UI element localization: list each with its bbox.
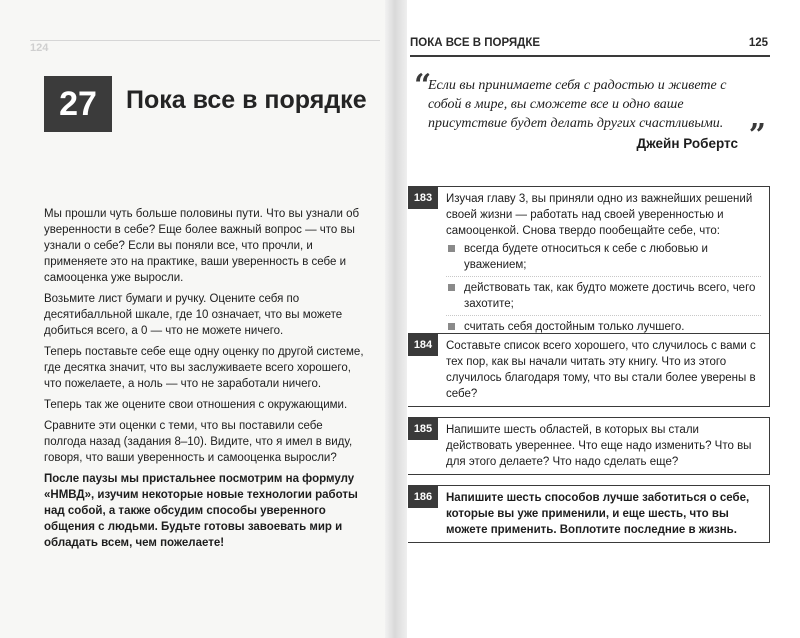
list-item: [446, 241, 761, 277]
left-header-rule: [30, 40, 380, 42]
quote-author: Джейн Робертс: [636, 136, 738, 151]
square-bullet-icon: [448, 245, 455, 252]
task-text: Напишите шесть областей, в которых вы стали действовать увереннее. Что еще надо изменить? Что вы для этого делаете? Что надо сделать еще?: [446, 424, 752, 468]
chapter-number-box: [44, 76, 112, 132]
chapter-title: Пока все в порядке: [126, 86, 367, 114]
task-body: [446, 418, 769, 474]
task-number: 183: [408, 187, 438, 209]
task-box-186: [408, 485, 770, 543]
list-item: [446, 280, 761, 316]
quote-text: Если вы принимаете себя с радостью и живете с собой в мире, вы сможете все и одно ваше присутствие будет делать других счастливыми.: [428, 78, 727, 131]
square-bullet-icon: [448, 323, 455, 330]
task-body: [446, 334, 769, 406]
paragraph-6: После паузы мы пристальнее посмотрим на формулу «НМВД», изучим некоторые новые технологии работы над собой, а также обсудим способы уверенного общения с людьми. Будьте готовы завоевать мир и обладать всем, чем пожелаете!: [44, 473, 358, 549]
paragraph-2: Возьмите лист бумаги и ручку. Оцените себя по десятибалльной шкале, где 10 означает, что вы можете добиться всего, а 0 — что не можете ничего.: [44, 293, 343, 337]
square-bullet-icon: [448, 284, 455, 291]
open-quote-icon: “: [414, 68, 432, 103]
paragraph-1: Мы прошли чуть больше половины пути. Что вы узнали об уверенности в себе? Еще более важный вопрос — что вы узнали о себе? Если вы поняли все, что прочли, и применяете это на практике, ваши уверенность в себе и самооценка уже выросли.: [44, 208, 360, 284]
task-text: Напишите шесть способов лучше заботиться о себе, которые вы уже применили, и еще шесть, что вы можете применить. Воплотите последние в жизнь.: [446, 492, 750, 536]
task-number: 186: [408, 486, 438, 508]
task-body: [446, 486, 769, 542]
running-head-title: ПОКА ВСЕ В ПОРЯДКЕ: [410, 37, 541, 49]
task-body: [446, 187, 769, 342]
task-box-185: [408, 417, 770, 475]
list-item-text: считать себя достойным только лучшего.: [464, 321, 685, 333]
task-bullet-list: [446, 241, 761, 338]
task-box-183: [408, 186, 770, 343]
task-number: 184: [408, 334, 438, 356]
left-page-number: 124: [30, 42, 49, 54]
book-gutter: [385, 0, 407, 638]
chapter-body: [44, 206, 364, 556]
right-page-number: 125: [748, 37, 768, 49]
chapter-number: 27: [59, 84, 97, 123]
left-page: [0, 0, 395, 638]
paragraph-4: Теперь так же оцените свои отношения с окружающими.: [44, 399, 348, 411]
task-box-184: [408, 333, 770, 407]
task-text: Изучая главу 3, вы приняли одно из важнейших решений своей жизни — работать над своей уверенностью и самооценкой. Снова твердо пообещайте себе, что:: [446, 193, 753, 237]
task-text: Составьте список всего хорошего, что случилось с вами с тех пор, как вы начали читать эту книгу. Что из этого случилось благодаря тому, что вы стали более уверены в себе?: [446, 340, 756, 400]
task-number: 185: [408, 418, 438, 440]
paragraph-5: Сравните эти оценки с теми, что вы поставили себе полгода назад (задания 8–10). Видите, что я имел в виду, говоря, что ваши уверенность и самооценка выросли?: [44, 420, 353, 464]
list-item-text: действовать так, как будто можете достичь всего, чего захотите;: [464, 282, 756, 310]
paragraph-3: Теперь поставьте себе еще одну оценку по другой системе, где десятка значит, что вы заслуживаете всего хорошего, что пожелаете, а ноль — что не заработали ничего.: [44, 346, 364, 390]
close-quote-icon: ”: [748, 118, 766, 153]
epigraph-quote: [414, 66, 766, 158]
list-item-text: всегда будете относиться к себе с любовью и уважением;: [464, 243, 708, 271]
right-running-header: [410, 33, 770, 57]
